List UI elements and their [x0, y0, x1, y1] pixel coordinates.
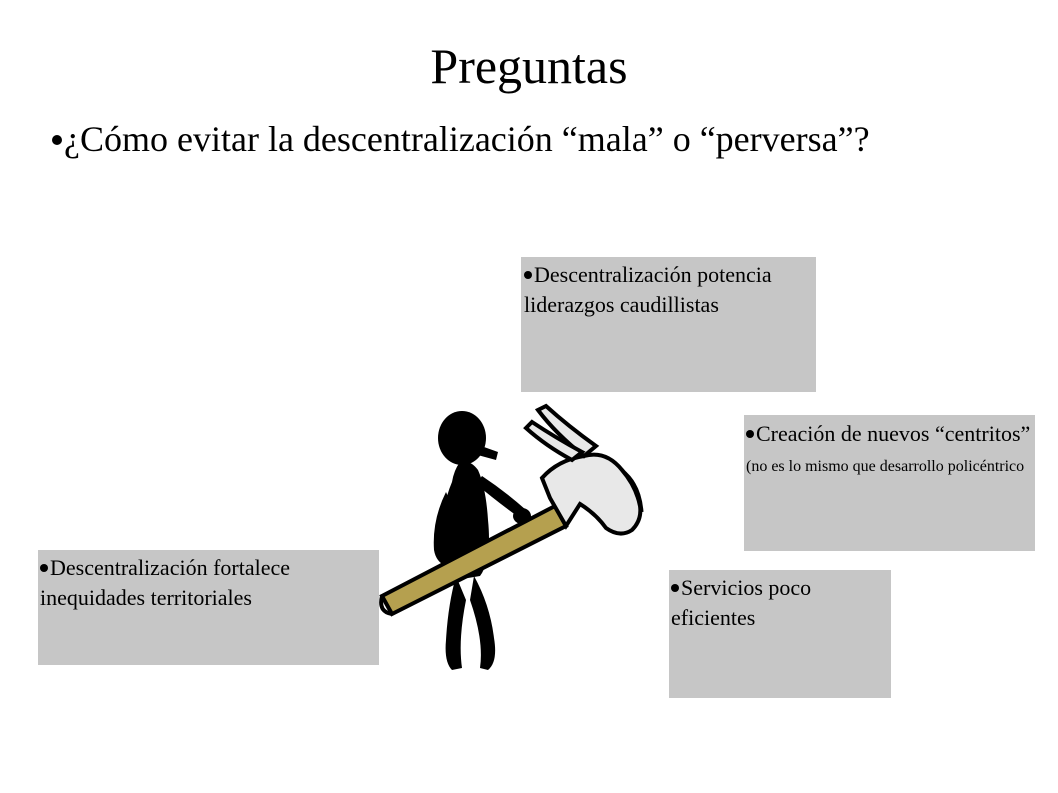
box-caudillismo — [521, 257, 816, 392]
main-question-text: ¿Cómo evitar la descentralización “mala” o “perversa”? — [64, 119, 870, 159]
box-text: Servicios poco eficientes — [671, 575, 812, 630]
bullet-icon — [746, 430, 754, 438]
bullet-icon — [40, 564, 48, 572]
slide-title: Preguntas — [430, 38, 628, 94]
main-question — [52, 118, 952, 161]
man-carrying-hammer-icon — [370, 400, 670, 680]
box-text: Descentralización potencia liderazgos caudillistas — [524, 262, 772, 317]
box-servicios — [669, 570, 891, 698]
bullet-icon — [52, 135, 62, 145]
box-centritos — [744, 415, 1035, 551]
box-note: (no es lo mismo que desarrollo policéntrico — [746, 458, 1025, 475]
bullet-icon — [524, 271, 532, 279]
bullet-icon — [671, 584, 679, 592]
box-text: Descentralización fortalece inequidades territoriales — [40, 555, 291, 610]
box-inequidades — [38, 550, 379, 665]
box-text: Creación de nuevos “centritos” — [756, 421, 1031, 446]
